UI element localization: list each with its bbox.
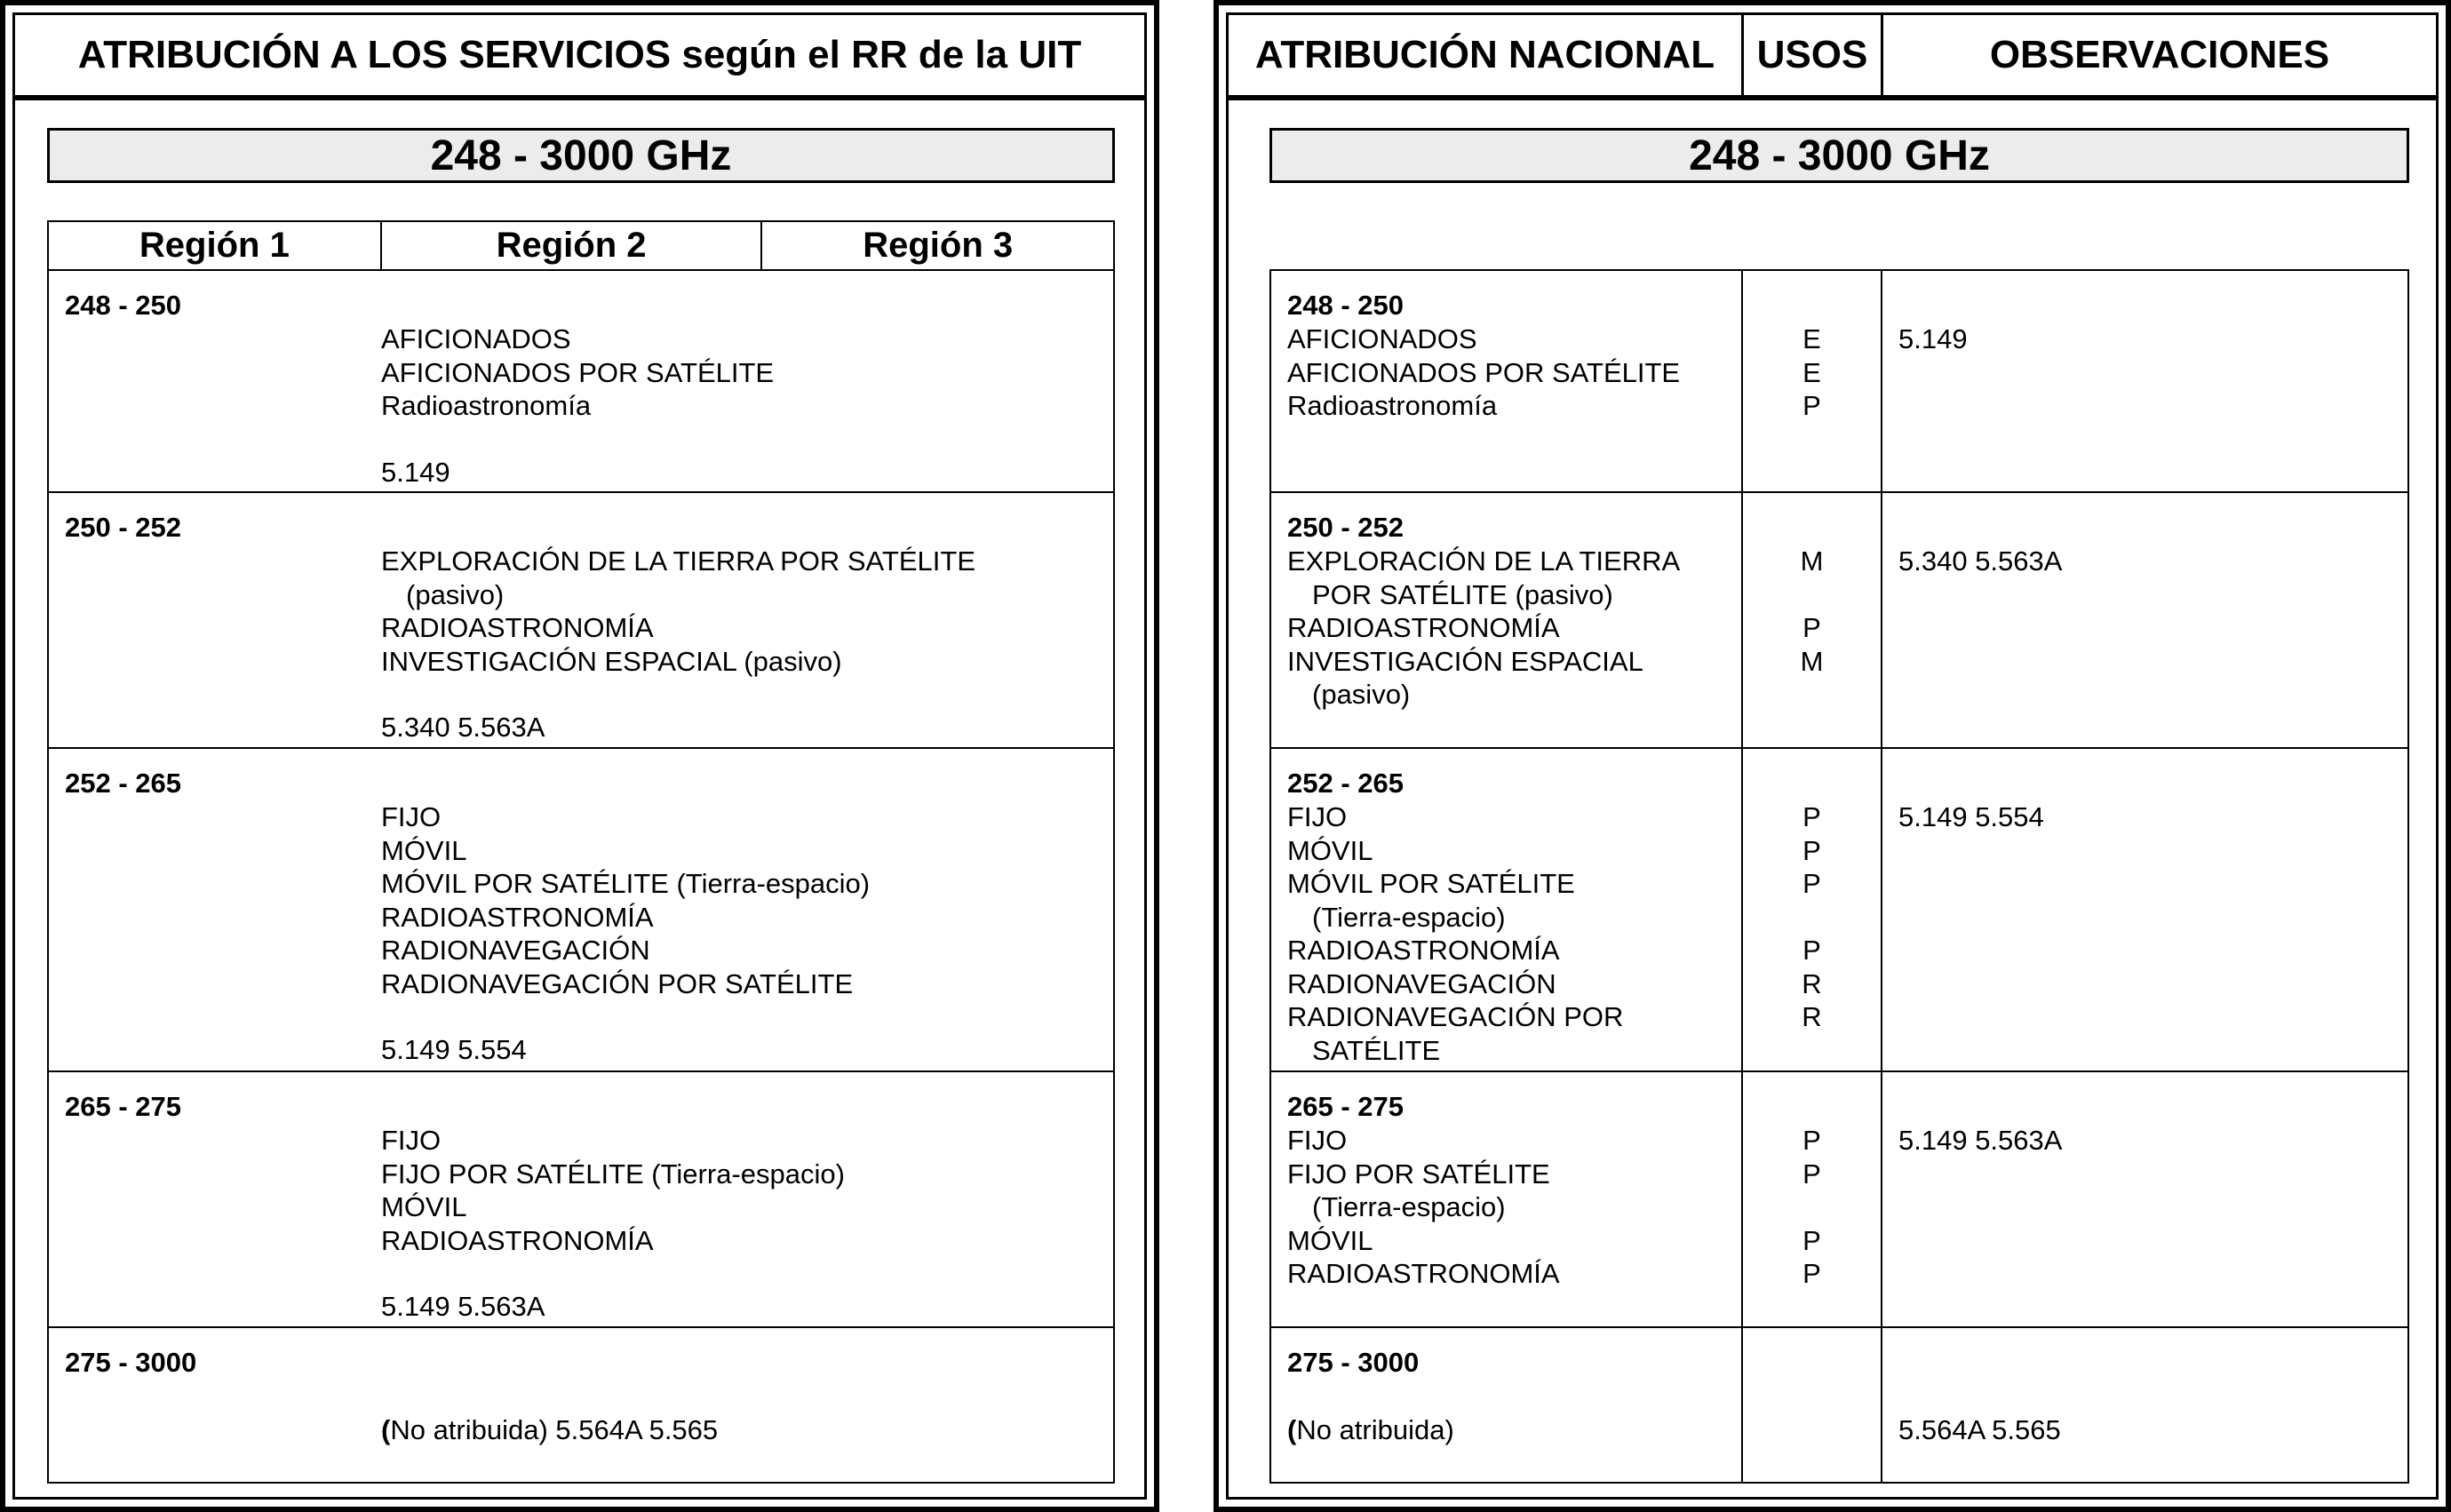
uso-code: E xyxy=(1802,323,1821,354)
frequency-range: 250 - 252 xyxy=(65,512,181,543)
observations: 5.149 5.563A xyxy=(1898,1125,2063,1156)
uso-code: E xyxy=(1802,356,1821,388)
national-allocation-table xyxy=(1269,269,2409,1484)
region-3-header: Región 3 xyxy=(760,222,1113,269)
observations: 5.149 xyxy=(1898,323,1968,354)
service-line: AFICIONADOS xyxy=(1287,323,1477,354)
service-line: (pasivo) xyxy=(1312,679,1411,710)
service-line: FIJO xyxy=(1287,1125,1348,1156)
service-line: (Tierra-espacio) xyxy=(1312,901,1506,933)
header-observaciones: OBSERVACIONES xyxy=(1881,15,2436,95)
service-line: RADIONAVEGACIÓN xyxy=(381,935,650,966)
service-line: MÓVIL POR SATÉLITE (Tierra-espacio) xyxy=(381,868,871,899)
service-line: EXPLORACIÓN DE LA TIERRA POR SATÉLITE xyxy=(381,545,975,577)
service-line: INVESTIGACIÓN ESPACIAL xyxy=(1287,645,1643,677)
uso-code xyxy=(1743,578,1881,612)
uso-code xyxy=(1743,901,1881,935)
frequency-range: 275 - 3000 xyxy=(1287,1347,1420,1378)
observations: 5.340 5.563A xyxy=(1898,545,2063,577)
uso-code: P xyxy=(1802,834,1821,866)
service-line: RADIOASTRONOMÍA xyxy=(1287,612,1560,643)
service-line: FIJO POR SATÉLITE (Tierra-espacio) xyxy=(381,1158,845,1190)
not-allocated-line xyxy=(49,1413,1113,1447)
table-row xyxy=(48,270,1114,492)
observations: 5.564A 5.565 xyxy=(1898,1414,2061,1445)
service-line: RADIONAVEGACIÓN POR SATÉLITE xyxy=(381,967,854,999)
service-line: (pasivo) xyxy=(406,578,505,610)
service-line: MÓVIL xyxy=(1287,834,1373,866)
service-line: FIJO xyxy=(381,801,442,832)
service-line: FIJO xyxy=(381,1125,442,1156)
uso-code: R xyxy=(1802,967,1822,999)
table-row xyxy=(48,748,1114,1071)
service-line: RADIONAVEGACIÓN xyxy=(1287,967,1556,999)
uso-code: R xyxy=(1802,1001,1822,1032)
footnote-refs: 5.149 5.563A xyxy=(381,1291,545,1322)
table-row xyxy=(48,492,1114,748)
service-line: FIJO POR SATÉLITE xyxy=(1287,1158,1550,1190)
service-line: AFICIONADOS POR SATÉLITE xyxy=(381,356,775,388)
service-line: SATÉLITE xyxy=(1312,1034,1441,1066)
itu-panel-title: ATRIBUCIÓN A LOS SERVICIOS según el RR de la UIT xyxy=(77,33,1082,76)
observations: 5.149 5.554 xyxy=(1898,801,2044,832)
service-line: MÓVIL POR SATÉLITE xyxy=(1287,868,1575,899)
footnote-refs: 5.149 5.554 xyxy=(381,1034,527,1065)
frequency-range: 252 - 265 xyxy=(65,768,181,799)
service-line: MÓVIL xyxy=(381,1191,467,1222)
not-allocated-line xyxy=(1271,1413,1741,1447)
paren: ( xyxy=(1287,1414,1297,1445)
national-allocation-panel xyxy=(1214,0,2451,1512)
frequency-band-title: 248 - 3000 GHz xyxy=(47,128,1115,183)
service-line: AFICIONADOS POR SATÉLITE xyxy=(1287,356,1681,388)
uso-code: P xyxy=(1802,935,1821,966)
service-line: INVESTIGACIÓN ESPACIAL (pasivo) xyxy=(381,645,842,677)
uso-code: P xyxy=(1802,1224,1821,1256)
service-line: FIJO xyxy=(1287,801,1348,832)
uso-code: P xyxy=(1802,390,1821,421)
service-line: RADIOASTRONOMÍA xyxy=(1287,935,1560,966)
table-row xyxy=(48,1071,1114,1327)
frequency-range: 248 - 250 xyxy=(65,290,181,321)
service-line: MÓVIL xyxy=(381,834,467,866)
table-row xyxy=(1270,270,2408,492)
frequency-range: 275 - 3000 xyxy=(65,1347,197,1378)
uso-code: M xyxy=(1800,645,1824,677)
itu-allocation-table xyxy=(47,269,1115,1484)
service-line: Radioastronomía xyxy=(381,390,592,421)
footnote-refs: 5.340 5.563A xyxy=(381,712,545,743)
service-line: Radioastronomía xyxy=(1287,390,1498,421)
header-usos: USOS xyxy=(1741,15,1881,95)
uso-code xyxy=(1743,1190,1881,1224)
not-allocated-text: No atribuida) 5.564A 5.565 xyxy=(390,1414,719,1445)
table-row xyxy=(1270,1327,2408,1483)
region-1-header: Región 1 xyxy=(139,226,290,265)
uso-code: P xyxy=(1802,868,1821,899)
service-line: RADIONAVEGACIÓN POR xyxy=(1287,1001,1624,1032)
table-row xyxy=(1270,748,2408,1071)
frequency-range: 265 - 275 xyxy=(65,1091,181,1122)
service-line: RADIOASTRONOMÍA xyxy=(381,1224,654,1256)
service-line: AFICIONADOS xyxy=(381,323,571,354)
itu-allocation-panel xyxy=(0,0,1159,1512)
uso-code: P xyxy=(1802,612,1821,643)
uso-code: M xyxy=(1800,545,1824,577)
header-national-allocation: ATRIBUCIÓN NACIONAL xyxy=(1254,33,1715,76)
service-line: RADIOASTRONOMÍA xyxy=(381,612,654,643)
not-allocated-text: No atribuida) xyxy=(1296,1414,1454,1445)
uso-code: P xyxy=(1802,1125,1821,1156)
service-line: (Tierra-espacio) xyxy=(1312,1191,1506,1222)
table-row xyxy=(48,1327,1114,1483)
frequency-range: 265 - 275 xyxy=(1287,1091,1404,1122)
service-line: RADIOASTRONOMÍA xyxy=(1287,1258,1560,1289)
region-2-header: Región 2 xyxy=(380,222,761,269)
service-line: RADIOASTRONOMÍA xyxy=(381,901,654,933)
national-panel-header xyxy=(1229,15,2436,100)
itu-panel-header xyxy=(15,15,1144,100)
frequency-range: 248 - 250 xyxy=(1287,290,1404,321)
uso-code: P xyxy=(1802,1258,1821,1289)
uso-code: P xyxy=(1802,1158,1821,1190)
service-line: EXPLORACIÓN DE LA TIERRA xyxy=(1287,545,1681,577)
footnote-refs: 5.149 xyxy=(381,456,450,488)
table-row xyxy=(1270,1071,2408,1327)
uso-code: P xyxy=(1802,801,1821,832)
paren: ( xyxy=(381,1414,391,1445)
frequency-band-title: 248 - 3000 GHz xyxy=(1269,128,2409,183)
frequency-range: 250 - 252 xyxy=(1287,512,1404,543)
region-header-row xyxy=(47,220,1115,271)
table-row xyxy=(1270,492,2408,748)
service-line: POR SATÉLITE (pasivo) xyxy=(1312,578,1613,610)
frequency-range: 252 - 265 xyxy=(1287,768,1404,799)
service-line: MÓVIL xyxy=(1287,1224,1373,1256)
